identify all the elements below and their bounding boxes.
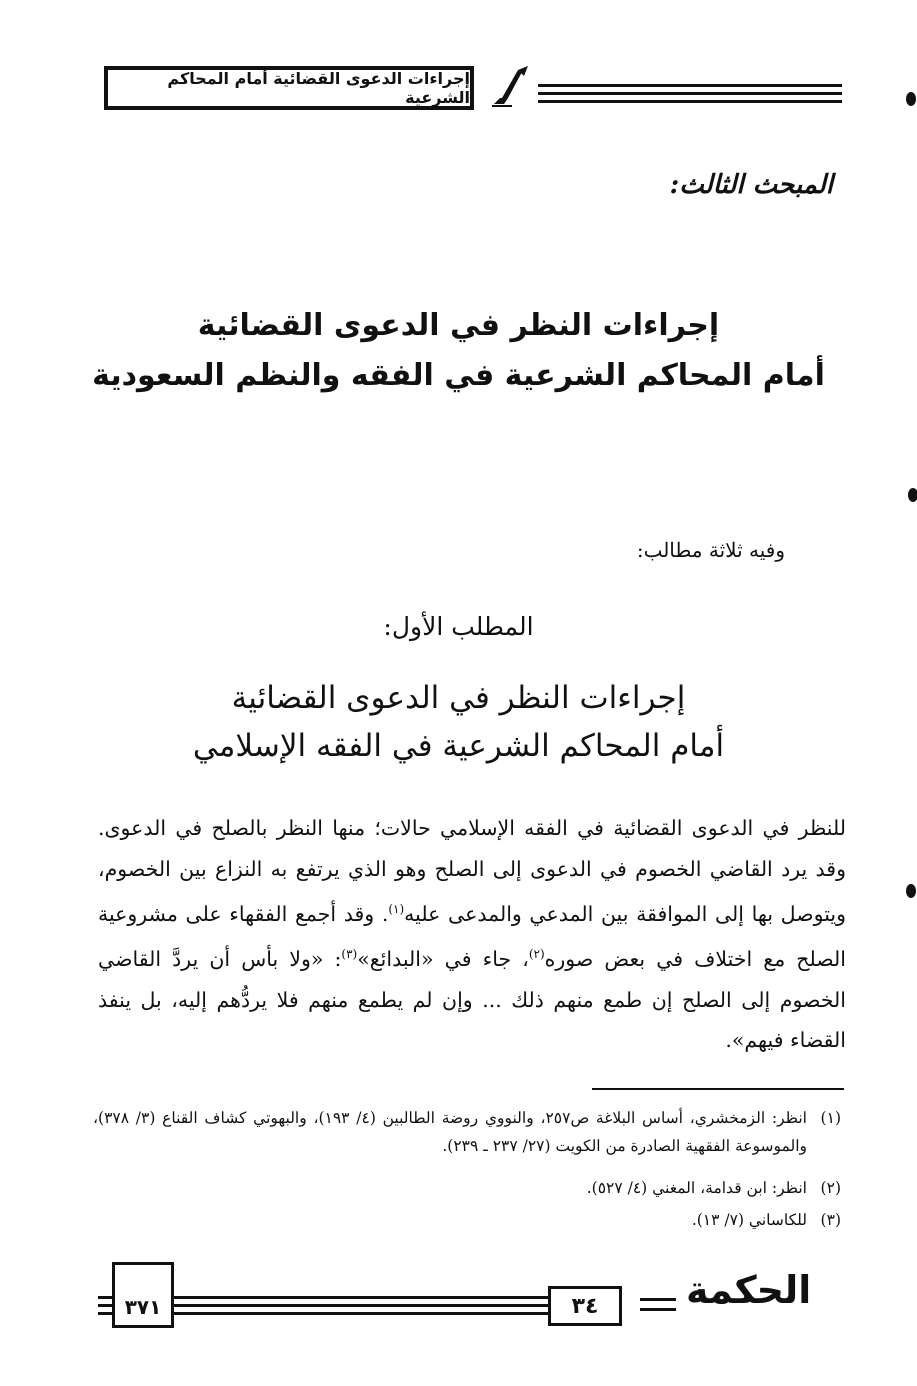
sub-title-line1: إجراءات النظر في الدعوى القضائية — [231, 680, 686, 716]
footer-rule — [98, 1312, 112, 1315]
body-text-part4: : «ولا بأس أن يردَّ القاضي الخصوم إلى الصلح إن طمع منهم ذلك ... وإن لم يطمع منهم فلا يردُّهم إليه، بل ينفذ القضاء فيهم». — [98, 947, 846, 1053]
footnote-ref-2: (٢) — [528, 947, 545, 962]
page-number-box — [112, 1262, 174, 1328]
footer-rule — [174, 1296, 548, 1299]
header-rule — [538, 92, 842, 95]
header-rule — [538, 84, 842, 87]
footnote-number: (٣) — [820, 1211, 841, 1229]
issue-number: ٣٤ — [571, 1293, 599, 1319]
footnote-number: (١) — [820, 1109, 841, 1127]
body-text-part2: . وقد أجمع الفقهاء على مشروعية الصلح مع اختلاف في بعض صوره — [98, 901, 847, 972]
footer-rule — [98, 1296, 112, 1299]
sub-title-line2: أمام المحاكم الشرعية في الفقه الإسلامي — [192, 728, 725, 764]
page-number: ٣٧١ — [124, 1295, 162, 1319]
footnote-text: انظر: ابن قدامة، المغني (٤/ ٥٢٧). — [586, 1179, 807, 1197]
footer-rule — [174, 1304, 548, 1307]
main-title-line2: أمام المحاكم الشرعية في الفقه والنظم السعودية — [92, 358, 825, 393]
main-title-line1: إجراءات النظر في الدعوى القضائية — [197, 308, 720, 343]
footnote-text: انظر: الزمخشري، أساس البلاغة ص٢٥٧، والنووي روضة الطالبين (٤/ ١٩٣)، والبهوتي كشاف القناع (٣/ ٣٧٨)، والموسوعة الفقهية الصادرة من الكويت (٢٧/ ٢٣٧ ـ ٢٣٩). — [93, 1109, 807, 1155]
body-text-part3: ، جاء في «البدائع» — [357, 947, 529, 972]
subsection-label: المطلب الأول: — [383, 612, 534, 641]
footer-rule — [174, 1312, 548, 1315]
body-text-part1: للنظر في الدعوى القضائية في الفقه الإسلامي حالات؛ منها النظر بالصلح في الدعوى. وقد يرد القاضي الخصوم في الدعوى إلى الصلح وهو الذي يرتفع به النزاع بين الخصوم، ويتوصل بها إلى الموافقة بين المدعي والمدعى عليه — [98, 816, 846, 926]
footnote-number: (٢) — [820, 1179, 841, 1197]
footnote-1 — [93, 1104, 841, 1160]
intro-text: وفيه ثلاثة مطالب: — [636, 538, 785, 562]
section-label: المبحث الثالث: — [669, 170, 833, 200]
footnote-ref-1: (١) — [388, 902, 405, 916]
scan-mark — [906, 92, 916, 106]
footnote-ref-3: (٣) — [341, 947, 358, 962]
footnote-3 — [93, 1206, 841, 1234]
footnote-separator — [592, 1088, 844, 1090]
running-header-text: إجراءات الدعوى القضائية أمام المحاكم الشرعية — [167, 69, 470, 107]
scan-mark — [906, 884, 916, 898]
footer-rule — [640, 1298, 676, 1301]
footer-rule — [640, 1308, 676, 1311]
issue-number-box — [548, 1286, 622, 1326]
scan-mark — [908, 488, 917, 502]
journal-logo: الحكمة — [686, 1268, 812, 1312]
running-header — [104, 66, 474, 110]
footnote-2 — [93, 1174, 841, 1202]
header-rule — [538, 100, 842, 103]
quill-pen-icon — [488, 64, 536, 108]
body-paragraph — [98, 808, 846, 1061]
footer-rule — [98, 1304, 112, 1307]
footnote-text: للكاساني (٧/ ١٣). — [691, 1211, 807, 1229]
